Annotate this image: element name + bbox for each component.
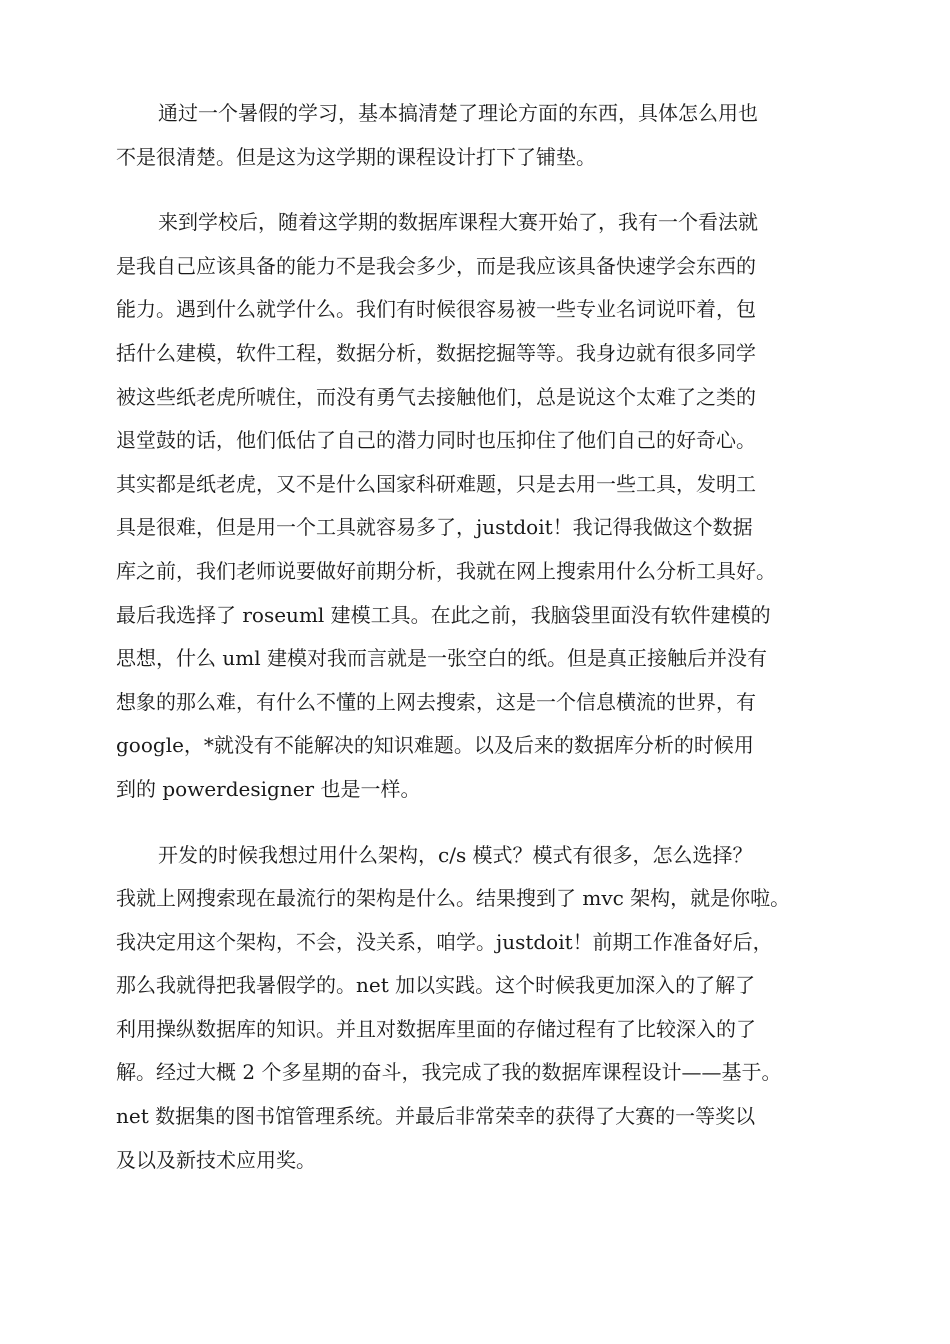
text-line: 不是很清楚。但是这为这学期的课程设计打下了铺垫。 <box>116 144 596 169</box>
text-line: 我就上网搜索现在最流行的架构是什么。结果搜到了 mvc 架构，就是你啦。 <box>116 886 791 911</box>
paragraph-1 <box>116 92 856 179</box>
text-line: 到的 powerdesigner 也是一样。 <box>116 776 421 801</box>
text-line: 退堂鼓的话，他们低估了自己的潜力同时也压抑住了他们自己的好奇心。 <box>116 428 756 453</box>
text-line: 来到学校后，随着这学期的数据库课程大赛开始了，我有一个看法就 <box>158 210 758 235</box>
text-line: 思想，什么 uml 建模对我而言就是一张空白的纸。但是真正接触后并没有 <box>116 646 767 671</box>
document-body <box>116 92 856 1182</box>
text-line: 括什么建模，软件工程，数据分析，数据挖掘等等。我身边就有很多同学 <box>116 340 756 365</box>
text-line: 我决定用这个架构，不会，没关系，咱学。justdoit！前期工作准备好后， <box>116 929 773 954</box>
text-line: 开发的时候我想过用什么架构，c/s 模式？模式有很多，怎么选择？ <box>158 842 753 867</box>
text-line: 最后我选择了 roseuml 建模工具。在此之前，我脑袋里面没有软件建模的 <box>116 602 771 627</box>
text-line: google，*就没有不能解决的知识难题。以及后来的数据库分析的时候用 <box>116 733 754 758</box>
paragraph-3 <box>116 834 856 1183</box>
paragraph-2 <box>116 201 856 811</box>
text-line: 利用操纵数据库的知识。并且对数据库里面的存储过程有了比较深入的了 <box>116 1016 756 1041</box>
text-line: 通过一个暑假的学习，基本搞清楚了理论方面的东西，具体怎么用也 <box>158 101 758 125</box>
text-line: 那么我就得把我暑假学的。net 加以实践。这个时候我更加深入的了解了 <box>116 973 756 998</box>
text-line: 被这些纸老虎所唬住，而没有勇气去接触他们，总是说这个太难了之类的 <box>116 384 756 409</box>
text-line: 其实都是纸老虎，又不是什么国家科研难题，只是去用一些工具，发明工 <box>116 471 756 496</box>
text-line: 库之前，我们老师说要做好前期分析，我就在网上搜索用什么分析工具好。 <box>116 558 776 583</box>
text-line: 是我自己应该具备的能力不是我会多少，而是我应该具备快速学会东西的 <box>116 253 756 278</box>
text-line: 解。经过大概 2 个多星期的奋斗，我完成了我的数据库课程设计——基于。 <box>116 1060 782 1085</box>
text-line: 具是很难，但是用一个工具就容易多了，justdoit！我记得我做这个数据 <box>116 515 753 540</box>
text-line: 能力。遇到什么就学什么。我们有时候很容易被一些专业名词说吓着，包 <box>116 297 756 322</box>
text-line: 及以及新技术应用奖。 <box>116 1147 316 1172</box>
text-line: 想象的那么难，有什么不懂的上网去搜索，这是一个信息横流的世界，有 <box>116 689 756 714</box>
text-line: net 数据集的图书馆管理系统。并最后非常荣幸的获得了大赛的一等奖以 <box>116 1104 756 1129</box>
